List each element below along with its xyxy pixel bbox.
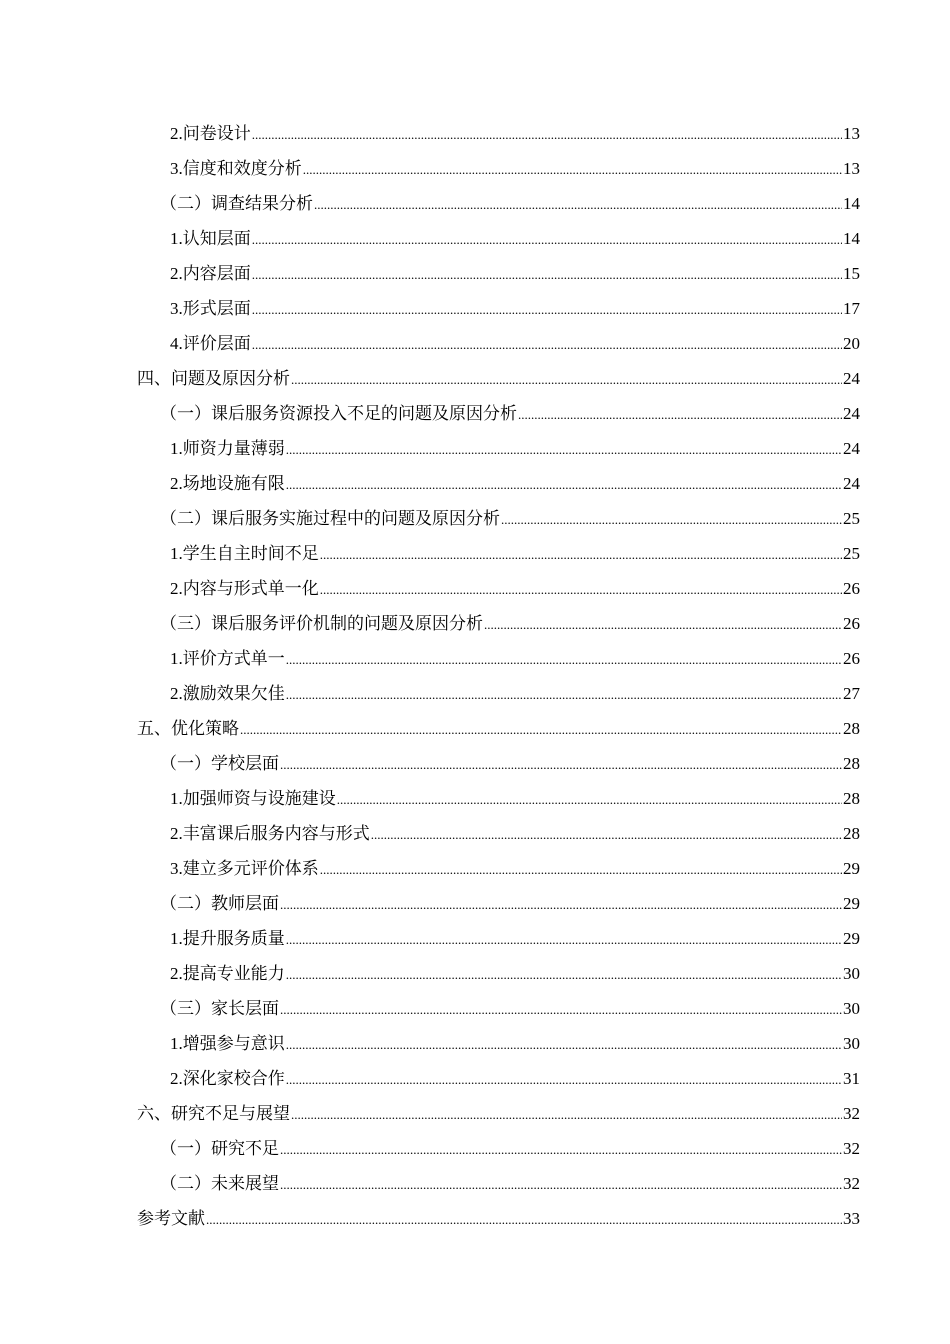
toc-entry[interactable] — [0, 1131, 950, 1166]
toc-entry-title: 参考文献 — [137, 1209, 205, 1228]
toc-dot-leader — [501, 501, 842, 537]
toc-page-number: 25 — [843, 544, 860, 563]
toc-entry-title: 2.内容层面 — [170, 264, 251, 283]
toc-page-number: 25 — [843, 509, 860, 528]
toc-dot-leader — [371, 816, 842, 852]
toc-entry-title: 六、研究不足与展望 — [137, 1104, 290, 1123]
toc-page-number: 30 — [843, 1034, 860, 1053]
toc-entry[interactable] — [0, 991, 950, 1026]
toc-dot-leader — [280, 1166, 842, 1202]
toc-entry-title: 2.丰富课后服务内容与形式 — [170, 824, 370, 843]
toc-dot-leader — [286, 1026, 842, 1062]
toc-page-number: 13 — [843, 124, 860, 143]
toc-page-number: 15 — [843, 264, 860, 283]
toc-page-number: 30 — [843, 964, 860, 983]
toc-entry[interactable] — [0, 326, 950, 361]
toc-entry[interactable] — [0, 396, 950, 431]
toc-dot-leader — [252, 116, 842, 152]
toc-entry-title: 四、问题及原因分析 — [137, 369, 290, 388]
toc-page-number: 29 — [843, 894, 860, 913]
toc-page-number: 26 — [843, 614, 860, 633]
toc-page-number: 29 — [843, 859, 860, 878]
toc-page-number: 24 — [843, 474, 860, 493]
toc-entry-title: （三）课后服务评价机制的问题及原因分析 — [160, 614, 483, 633]
toc-entry[interactable] — [0, 606, 950, 641]
toc-entry-title: 2.激励效果欠佳 — [170, 684, 285, 703]
toc-dot-leader — [291, 1096, 842, 1132]
toc-dot-leader — [286, 1061, 842, 1097]
toc-entry[interactable] — [0, 536, 950, 571]
toc-dot-leader — [206, 1201, 842, 1237]
toc-page-number: 20 — [843, 334, 860, 353]
toc-page-number: 24 — [843, 404, 860, 423]
toc-page-number: 24 — [843, 369, 860, 388]
table-of-contents — [0, 116, 950, 1236]
toc-page-number: 13 — [843, 159, 860, 178]
toc-entry-title: 五、优化策略 — [137, 719, 239, 738]
toc-entry[interactable] — [0, 1026, 950, 1061]
toc-entry-title: （二）教师层面 — [160, 894, 279, 913]
toc-dot-leader — [280, 1131, 842, 1167]
toc-entry-title: 1.增强参与意识 — [170, 1034, 285, 1053]
toc-page-number: 29 — [843, 929, 860, 948]
toc-page-number: 32 — [843, 1139, 860, 1158]
toc-entry[interactable] — [0, 431, 950, 466]
toc-entry[interactable] — [0, 466, 950, 501]
toc-entry-title: 4.评价层面 — [170, 334, 251, 353]
toc-dot-leader — [320, 851, 842, 887]
toc-dot-leader — [320, 571, 842, 607]
toc-entry-title: 1.提升服务质量 — [170, 929, 285, 948]
toc-dot-leader — [286, 921, 842, 957]
toc-page-number: 14 — [843, 229, 860, 248]
toc-entry-title: 1.评价方式单一 — [170, 649, 285, 668]
toc-entry[interactable] — [0, 1061, 950, 1096]
toc-entry[interactable] — [0, 1096, 950, 1131]
toc-entry-title: （二）课后服务实施过程中的问题及原因分析 — [160, 509, 500, 528]
toc-entry[interactable] — [0, 1201, 950, 1236]
toc-page-number: 28 — [843, 789, 860, 808]
toc-dot-leader — [291, 361, 842, 397]
toc-entry[interactable] — [0, 851, 950, 886]
toc-dot-leader — [280, 991, 842, 1027]
toc-page-number: 24 — [843, 439, 860, 458]
toc-entry[interactable] — [0, 501, 950, 536]
toc-dot-leader — [314, 186, 842, 222]
toc-page-number: 14 — [843, 194, 860, 213]
toc-entry-title: （二）调查结果分析 — [160, 194, 313, 213]
toc-entry[interactable] — [0, 361, 950, 396]
toc-entry[interactable] — [0, 256, 950, 291]
toc-dot-leader — [252, 326, 842, 362]
toc-entry[interactable] — [0, 151, 950, 186]
toc-dot-leader — [303, 151, 842, 187]
toc-dot-leader — [286, 466, 842, 502]
toc-dot-leader — [240, 711, 842, 747]
toc-entry-title: 2.问卷设计 — [170, 124, 251, 143]
toc-dot-leader — [484, 606, 842, 642]
toc-dot-leader — [337, 781, 842, 817]
toc-entry[interactable] — [0, 186, 950, 221]
toc-dot-leader — [252, 291, 842, 327]
toc-dot-leader — [280, 746, 842, 782]
toc-entry[interactable] — [0, 221, 950, 256]
toc-entry-title: 2.场地设施有限 — [170, 474, 285, 493]
toc-entry-title: 3.信度和效度分析 — [170, 159, 302, 178]
toc-page-number: 32 — [843, 1174, 860, 1193]
toc-entry[interactable] — [0, 1166, 950, 1201]
toc-entry[interactable] — [0, 921, 950, 956]
toc-entry-title: （一）学校层面 — [160, 754, 279, 773]
toc-page-number: 17 — [843, 299, 860, 318]
toc-entry[interactable] — [0, 641, 950, 676]
toc-page-number: 32 — [843, 1104, 860, 1123]
toc-entry-title: 3.建立多元评价体系 — [170, 859, 319, 878]
toc-dot-leader — [286, 676, 842, 712]
toc-entry[interactable] — [0, 816, 950, 851]
toc-entry[interactable] — [0, 886, 950, 921]
toc-dot-leader — [286, 431, 842, 467]
toc-dot-leader — [320, 536, 842, 572]
toc-entry-title: （一）研究不足 — [160, 1139, 279, 1158]
toc-page-number: 28 — [843, 719, 860, 738]
toc-entry[interactable] — [0, 746, 950, 781]
toc-page-number: 31 — [843, 1069, 860, 1088]
toc-dot-leader — [286, 956, 842, 992]
toc-entry[interactable] — [0, 781, 950, 816]
toc-entry-title: 1.认知层面 — [170, 229, 251, 248]
toc-entry-title: 2.提高专业能力 — [170, 964, 285, 983]
toc-entry-title: （二）未来展望 — [160, 1174, 279, 1193]
toc-entry-title: 1.加强师资与设施建设 — [170, 789, 336, 808]
toc-entry[interactable] — [0, 956, 950, 991]
toc-dot-leader — [252, 256, 842, 292]
toc-page-number: 28 — [843, 754, 860, 773]
toc-page-number: 28 — [843, 824, 860, 843]
toc-entry[interactable] — [0, 116, 950, 151]
toc-dot-leader — [518, 396, 842, 432]
toc-entry[interactable] — [0, 676, 950, 711]
toc-entry-title: 3.形式层面 — [170, 299, 251, 318]
toc-page-number: 26 — [843, 579, 860, 598]
toc-entry[interactable] — [0, 291, 950, 326]
toc-entry[interactable] — [0, 711, 950, 746]
toc-entry[interactable] — [0, 571, 950, 606]
toc-dot-leader — [280, 886, 842, 922]
toc-entry-title: 1.学生自主时间不足 — [170, 544, 319, 563]
toc-page-number: 30 — [843, 999, 860, 1018]
toc-entry-title: 1.师资力量薄弱 — [170, 439, 285, 458]
toc-entry-title: 2.内容与形式单一化 — [170, 579, 319, 598]
toc-dot-leader — [252, 221, 842, 257]
toc-page-number: 33 — [843, 1209, 860, 1228]
toc-entry-title: 2.深化家校合作 — [170, 1069, 285, 1088]
toc-page-number: 27 — [843, 684, 860, 703]
toc-entry-title: （三）家长层面 — [160, 999, 279, 1018]
toc-page-number: 26 — [843, 649, 860, 668]
toc-dot-leader — [286, 641, 842, 677]
toc-entry-title: （一）课后服务资源投入不足的问题及原因分析 — [160, 404, 517, 423]
